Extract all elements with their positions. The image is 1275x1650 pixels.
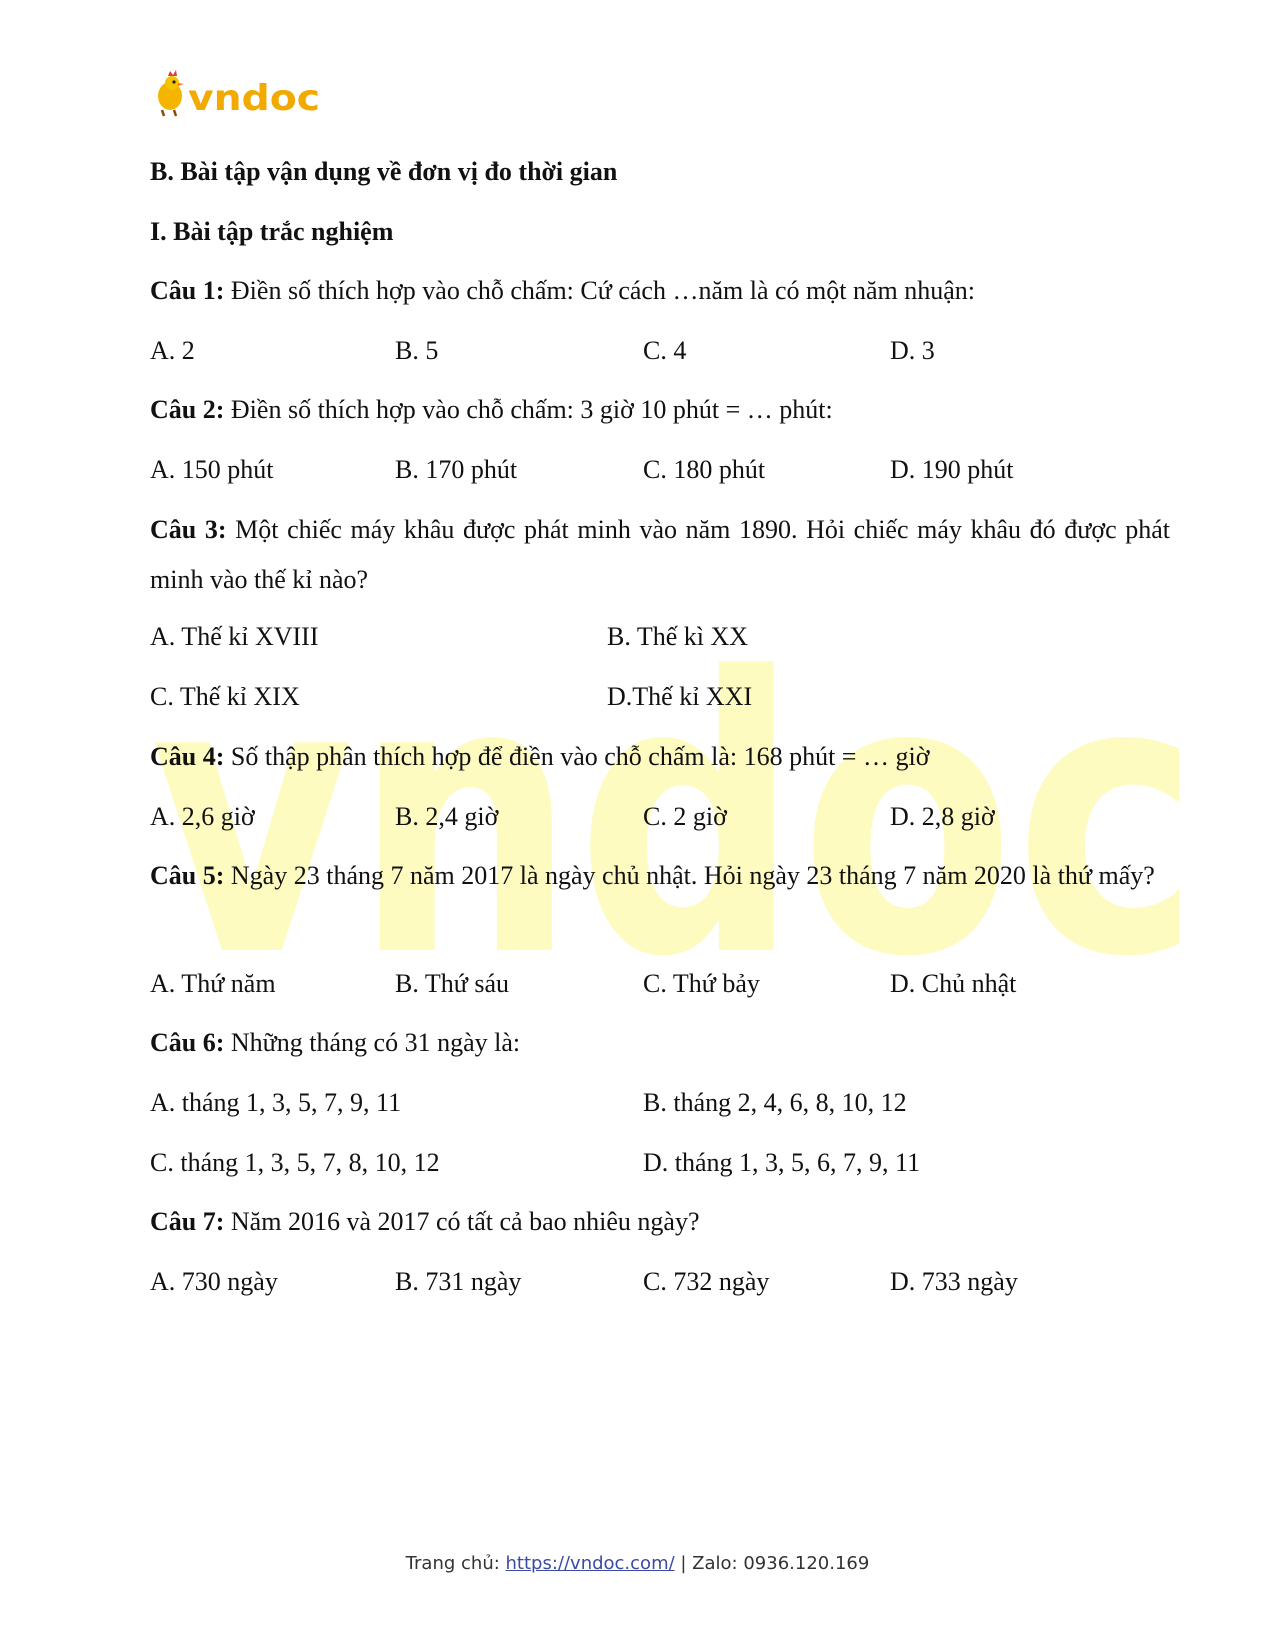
option-2b: B. 170 phút [395,455,518,484]
option-3a: A. Thế kỉ XVIII [150,622,319,651]
option-4b: B. 2,4 giờ [395,802,499,831]
svg-text:vndoc: vndoc [188,78,320,119]
question-label: Câu 6: [150,1028,225,1057]
option-5b: B. Thứ sáu [395,969,510,998]
option-6b: B. tháng 2, 4, 6, 8, 10, 12 [643,1088,907,1117]
question-text: Điền số thích hợp vào chỗ chấm: Cứ cách …năm là có một năm nhuận: [224,276,976,305]
question-label: Câu 7: [150,1207,225,1236]
option-4d: D. 2,8 giờ [890,802,995,831]
question-text: Năm 2016 và 2017 có tất cả bao nhiêu ngày? [224,1207,700,1236]
option-5d: D. Chủ nhật [890,969,1017,998]
option-6d: D. tháng 1, 3, 5, 6, 7, 9, 11 [643,1148,921,1177]
question-4 [150,742,929,772]
option-6c: C. tháng 1, 3, 5, 7, 8, 10, 12 [150,1148,440,1177]
question-text: Những tháng có 31 ngày là: [224,1028,521,1057]
option-4c: C. 2 giờ [643,802,727,831]
option-7a: A. 730 ngày [150,1267,278,1296]
option-2a: A. 150 phút [150,455,274,484]
option-2d: D. 190 phút [890,455,1014,484]
option-1b: B. 5 [395,336,439,365]
footer-prefix: Trang chủ: [405,1553,506,1574]
question-label: Câu 5: [150,861,225,890]
option-3b: B. Thế kì XX [607,622,749,651]
question-text: Một chiếc máy khâu được phát minh vào năm 1890. Hỏi chiếc máy khâu đó được phát minh vào thế kỉ nào? [150,515,1170,594]
option-5c: C. Thứ bảy [643,969,760,998]
subsection-title: I. Bài tập trắc nghiệm [150,217,394,246]
option-1c: C. 4 [643,336,687,365]
option-7c: C. 732 ngày [643,1267,770,1296]
vndoc-logo[interactable] [152,70,332,120]
footer-zalo: | Zalo: 0936.120.169 [674,1553,870,1574]
option-7d: D. 733 ngày [890,1267,1018,1296]
option-3c: C. Thế kỉ XIX [150,682,300,711]
question-text: Điền số thích hợp vào chỗ chấm: 3 giờ 10 phút = … phút: [224,395,833,424]
question-label: Câu 1: [150,276,225,305]
svg-text:vndoc: vndoc [150,650,1200,1010]
question-7 [150,1207,699,1237]
question-3 [150,505,1170,605]
question-label: Câu 3: [150,515,227,544]
option-5a: A. Thứ năm [150,969,276,998]
page-footer [0,1553,1275,1574]
question-label: Câu 4: [150,742,225,771]
option-4a: A. 2,6 giờ [150,802,255,831]
option-1d: D. 3 [890,336,935,365]
chicken-mascot-icon [152,70,332,120]
question-text: Số thập phân thích hợp để điền vào chỗ chấm là: 168 phút = … giờ [224,742,930,771]
option-2c: C. 180 phút [643,455,766,484]
homepage-link[interactable]: https://vndoc.com/ [505,1553,675,1574]
option-3d: D.Thế kỉ XXI [607,682,753,711]
question-5 [150,851,1170,901]
question-text: Ngày 23 tháng 7 năm 2017 là ngày chủ nhật. Hỏi ngày 23 tháng 7 năm 2020 là thứ mấy? [224,861,1155,890]
option-1a: A. 2 [150,336,195,365]
question-2 [150,395,833,425]
option-7b: B. 731 ngày [395,1267,522,1296]
option-6a: A. tháng 1, 3, 5, 7, 9, 11 [150,1088,402,1117]
question-label: Câu 2: [150,395,225,424]
section-title: B. Bài tập vận dụng về đơn vị đo thời gian [150,157,618,186]
question-1 [150,276,975,306]
question-6 [150,1028,520,1058]
